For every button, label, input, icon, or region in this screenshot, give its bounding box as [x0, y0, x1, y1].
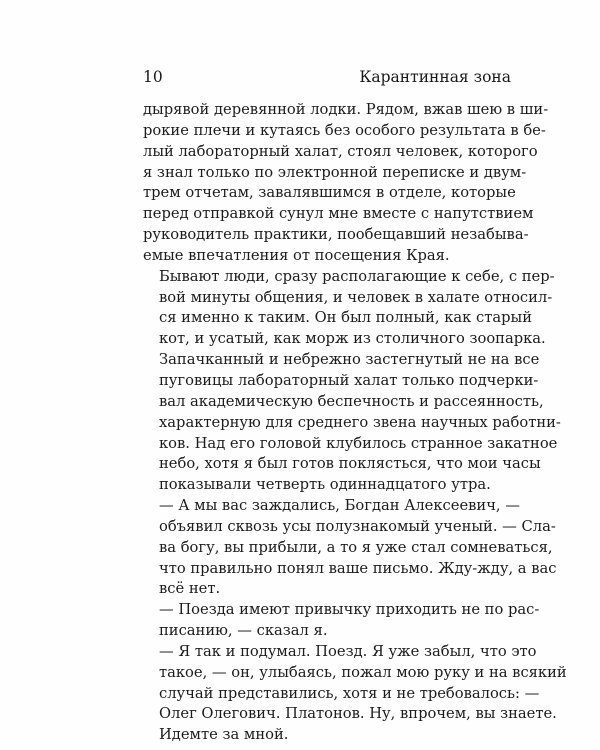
text-line: ся именно к таким. Он был полный, как старый [159, 309, 532, 327]
text-line: характерную для среднего звена научных работни- [159, 413, 561, 431]
text-line: руководитель практики, пообещавший незабыва- [143, 226, 529, 244]
text-line: вой минуты общения, и человек в халате относил- [159, 288, 553, 306]
text-line: такое, — он, улыбаясь, пожал мою руку и на всякий [159, 663, 567, 681]
text-line: случай представились, хотя и не требовалось: — [159, 684, 540, 702]
text-line: Запачканный и небрежно застегнутый не на все [159, 351, 540, 369]
text-line: перед отправкой сунул мне вместе с напутствием [143, 205, 534, 223]
text-line: кот, и усатый, как морж из столичного зоопарка. [159, 330, 546, 348]
text-line: — Поезда имеют привычку приходить не по рас- [159, 601, 540, 619]
text-line: небо, хотя я был готов поклясться, что мои часы [159, 455, 541, 473]
text-line: вал академическую беспечность и рассеянность, [159, 392, 544, 410]
text-line: ва богу, вы прибыли, а то я уже стал сомневаться, [159, 538, 553, 556]
text-line: я знал только по электронной переписке и двум- [143, 163, 527, 181]
text-line: ков. Над его головой клубилось странное закатное [159, 434, 558, 452]
body-text [143, 100, 567, 746]
text-line: емые впечатления от посещения Края. [143, 246, 450, 264]
page-header [143, 68, 511, 90]
text-line: — А мы вас заждались, Богдан Алексеевич, — [159, 497, 520, 515]
text-line: Идемте за мной. [159, 726, 289, 744]
paragraph [143, 267, 561, 496]
text-line: объявил сквозь усы полузнакомый ученый. — Сла- [159, 517, 556, 535]
text-line: Олег Олегович. Платонов. Ну, впрочем, вы знаете. [159, 705, 557, 723]
paragraph [143, 100, 549, 267]
paragraph [143, 600, 540, 642]
page-number: 10 [143, 68, 163, 86]
running-title: Карантинная зона [359, 68, 511, 86]
text-line: дырявой деревянной лодки. Рядом, вжав шею в ши- [143, 101, 549, 118]
text-line: лый лабораторный халат, стоял человек, которого [143, 142, 538, 160]
text-line: трем отчетам, завалявшимся в отделе, которые [143, 184, 516, 202]
text-line: писанию, — сказал я. [159, 622, 328, 640]
text-line: Бывают люди, сразу располагающие к себе, с пер- [159, 267, 555, 285]
paragraph [143, 642, 567, 746]
text-line: рокие плечи и кутаясь без особого результата в бе- [143, 121, 546, 139]
text-line: что правильно понял ваше письмо. Жду-жду, а вас [159, 559, 557, 577]
text-line: всё нет. [159, 580, 221, 598]
text-line: — Я так и подумал. Поезд. Я уже забыл, что это [159, 642, 537, 660]
text-line: показывали четверть одиннадцатого утра. [159, 476, 491, 494]
paragraph [143, 496, 557, 600]
text-line: пуговицы лабораторный халат только подчерки- [159, 371, 539, 389]
